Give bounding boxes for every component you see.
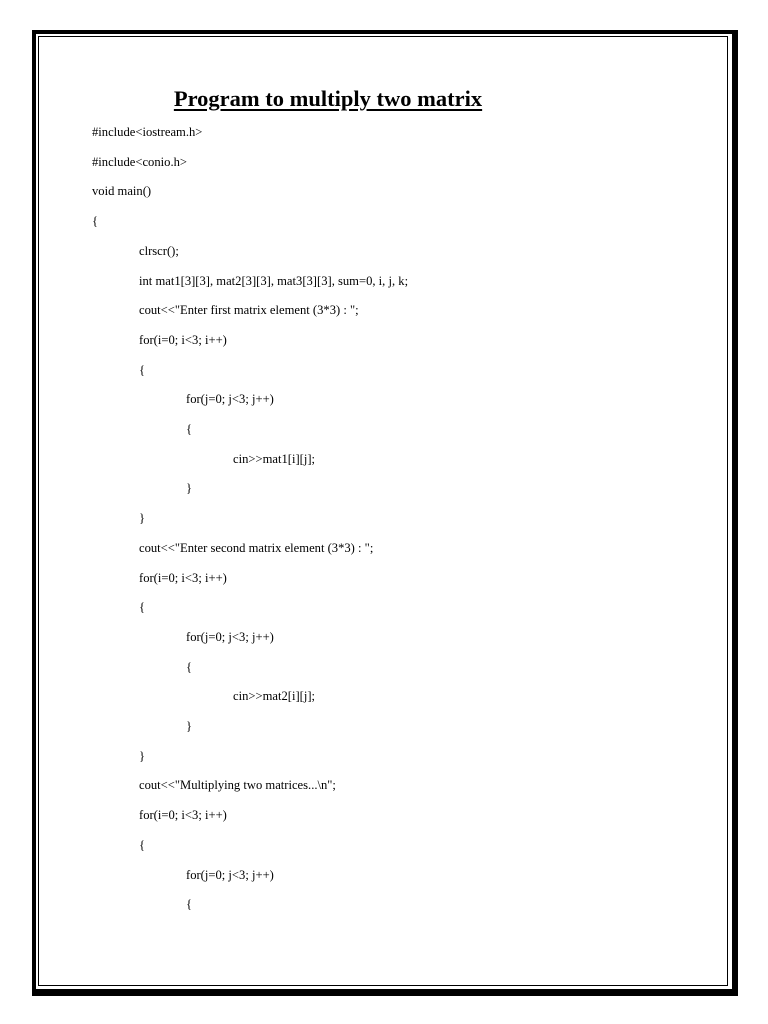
code-line: void main() [92, 184, 152, 199]
code-line: cin>>mat1[i][j]; [233, 451, 316, 466]
code-line: { [139, 600, 146, 615]
code-line: clrscr(); [139, 243, 179, 258]
code-line: } [186, 481, 193, 496]
code-line: #include<conio.h> [92, 154, 187, 169]
code-line: } [139, 748, 146, 763]
code-line: #include<iostream.h> [92, 125, 203, 139]
code-line: cout<<"Enter second matrix element (3*3) : "; [139, 540, 374, 555]
code-line: cout<<"Enter first matrix element (3*3) : "; [139, 303, 359, 318]
code-line: } [186, 719, 193, 733]
code-line: for(j=0; j<3; j++) [186, 629, 274, 644]
code-line: { [139, 362, 146, 377]
code-line: for(j=0; j<3; j++) [186, 867, 274, 882]
code-line: cout<<"Multiplying two matrices...\n"; [139, 778, 336, 793]
code-line: { [186, 422, 193, 436]
code-line: { [139, 837, 146, 852]
code-line: for(j=0; j<3; j++) [186, 392, 274, 407]
page-title: Program to multiply two matrix [173, 86, 483, 111]
code-line: for(i=0; i<3; i++) [139, 808, 227, 823]
code-line: { [186, 897, 193, 912]
code-line: { [186, 659, 193, 674]
code-line: } [139, 511, 146, 526]
code-line: cin>>mat2[i][j]; [233, 689, 316, 704]
code-line: int mat1[3][3], mat2[3][3], mat3[3][3], sum=0, i, j, k; [139, 273, 409, 288]
code-line: for(i=0; i<3; i++) [139, 570, 227, 585]
code-line: { [92, 214, 99, 229]
code-line: for(i=0; i<3; i++) [139, 332, 227, 347]
